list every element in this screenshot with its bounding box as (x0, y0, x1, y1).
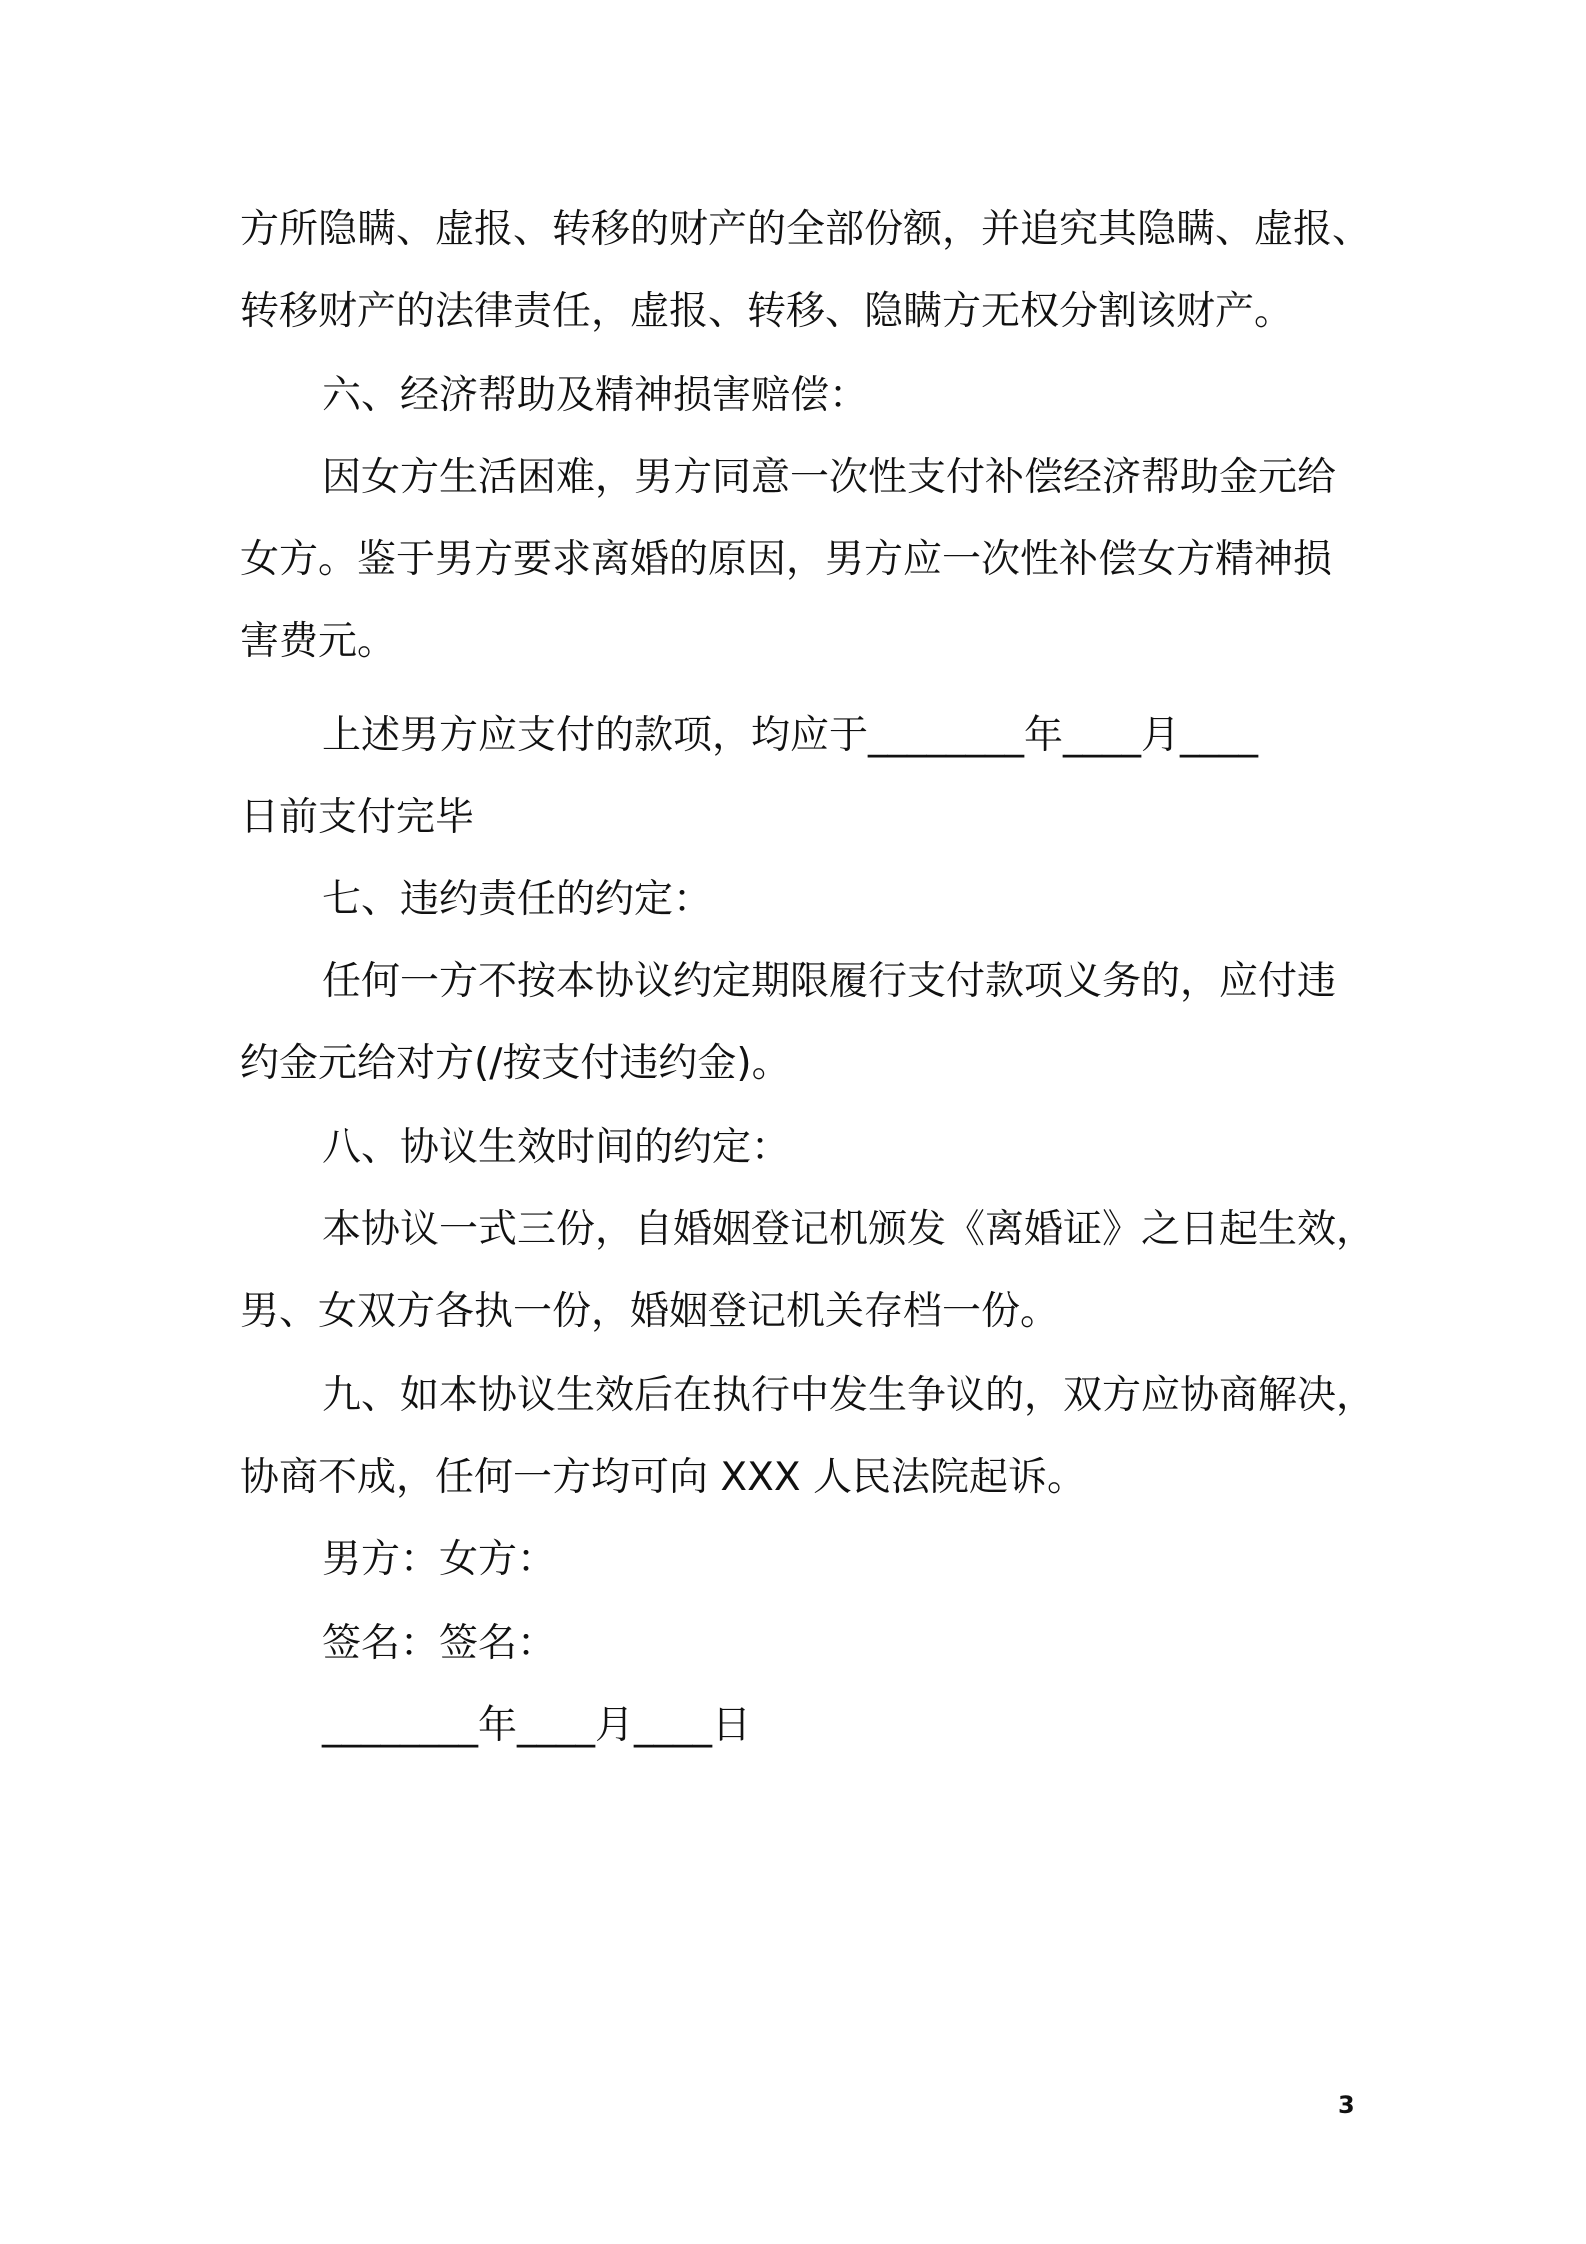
text-line-7: 上述男方应支付的款项，均应于________年____月____ (322, 713, 1259, 758)
text-line-4: 因女方生活困难，男方同意一次性支付补偿经济帮助金元给 (322, 455, 1337, 500)
date-line: ________年____月____日 (322, 1703, 752, 1748)
page-number: 3 (1338, 2091, 1355, 2119)
party-labels: 男方：女方： (322, 1537, 557, 1582)
section-heading-6: 六、经济帮助及精神损害赔偿： (322, 373, 869, 418)
text-line-14: 男、女双方各执一份，婚姻登记机关存档一份。 (240, 1289, 1060, 1334)
text-line-1: 方所隐瞒、虚报、转移的财产的全部份额，并追究其隐瞒、虚报、 (240, 207, 1372, 252)
text-line-10: 任何一方不按本协议约定期限履行支付款项义务的，应付违 (322, 959, 1337, 1004)
text-line-11: 约金元给对方(/按支付违约金)。 (240, 1041, 791, 1086)
text-line-13: 本协议一式三份，自婚姻登记机颁发《离婚证》之日起生效， (322, 1207, 1376, 1252)
text-line-16: 协商不成，任何一方均可向 XXX 人民法院起诉。 (240, 1455, 1086, 1500)
section-heading-8: 八、协议生效时间的约定： (322, 1125, 791, 1170)
text-line-2: 转移财产的法律责任，虚报、转移、隐瞒方无权分割该财产。 (240, 289, 1294, 334)
section-heading-7: 七、违约责任的约定： (322, 877, 713, 922)
text-line-8: 日前支付完毕 (240, 795, 475, 840)
text-line-5: 女方。鉴于男方要求离婚的原因，男方应一次性补偿女方精神损 (240, 537, 1333, 582)
text-line-6: 害费元。 (240, 619, 397, 664)
section-heading-9: 九、如本协议生效后在执行中发生争议的，双方应协商解决， (322, 1373, 1376, 1418)
signature-labels: 签名：签名： (322, 1621, 557, 1666)
